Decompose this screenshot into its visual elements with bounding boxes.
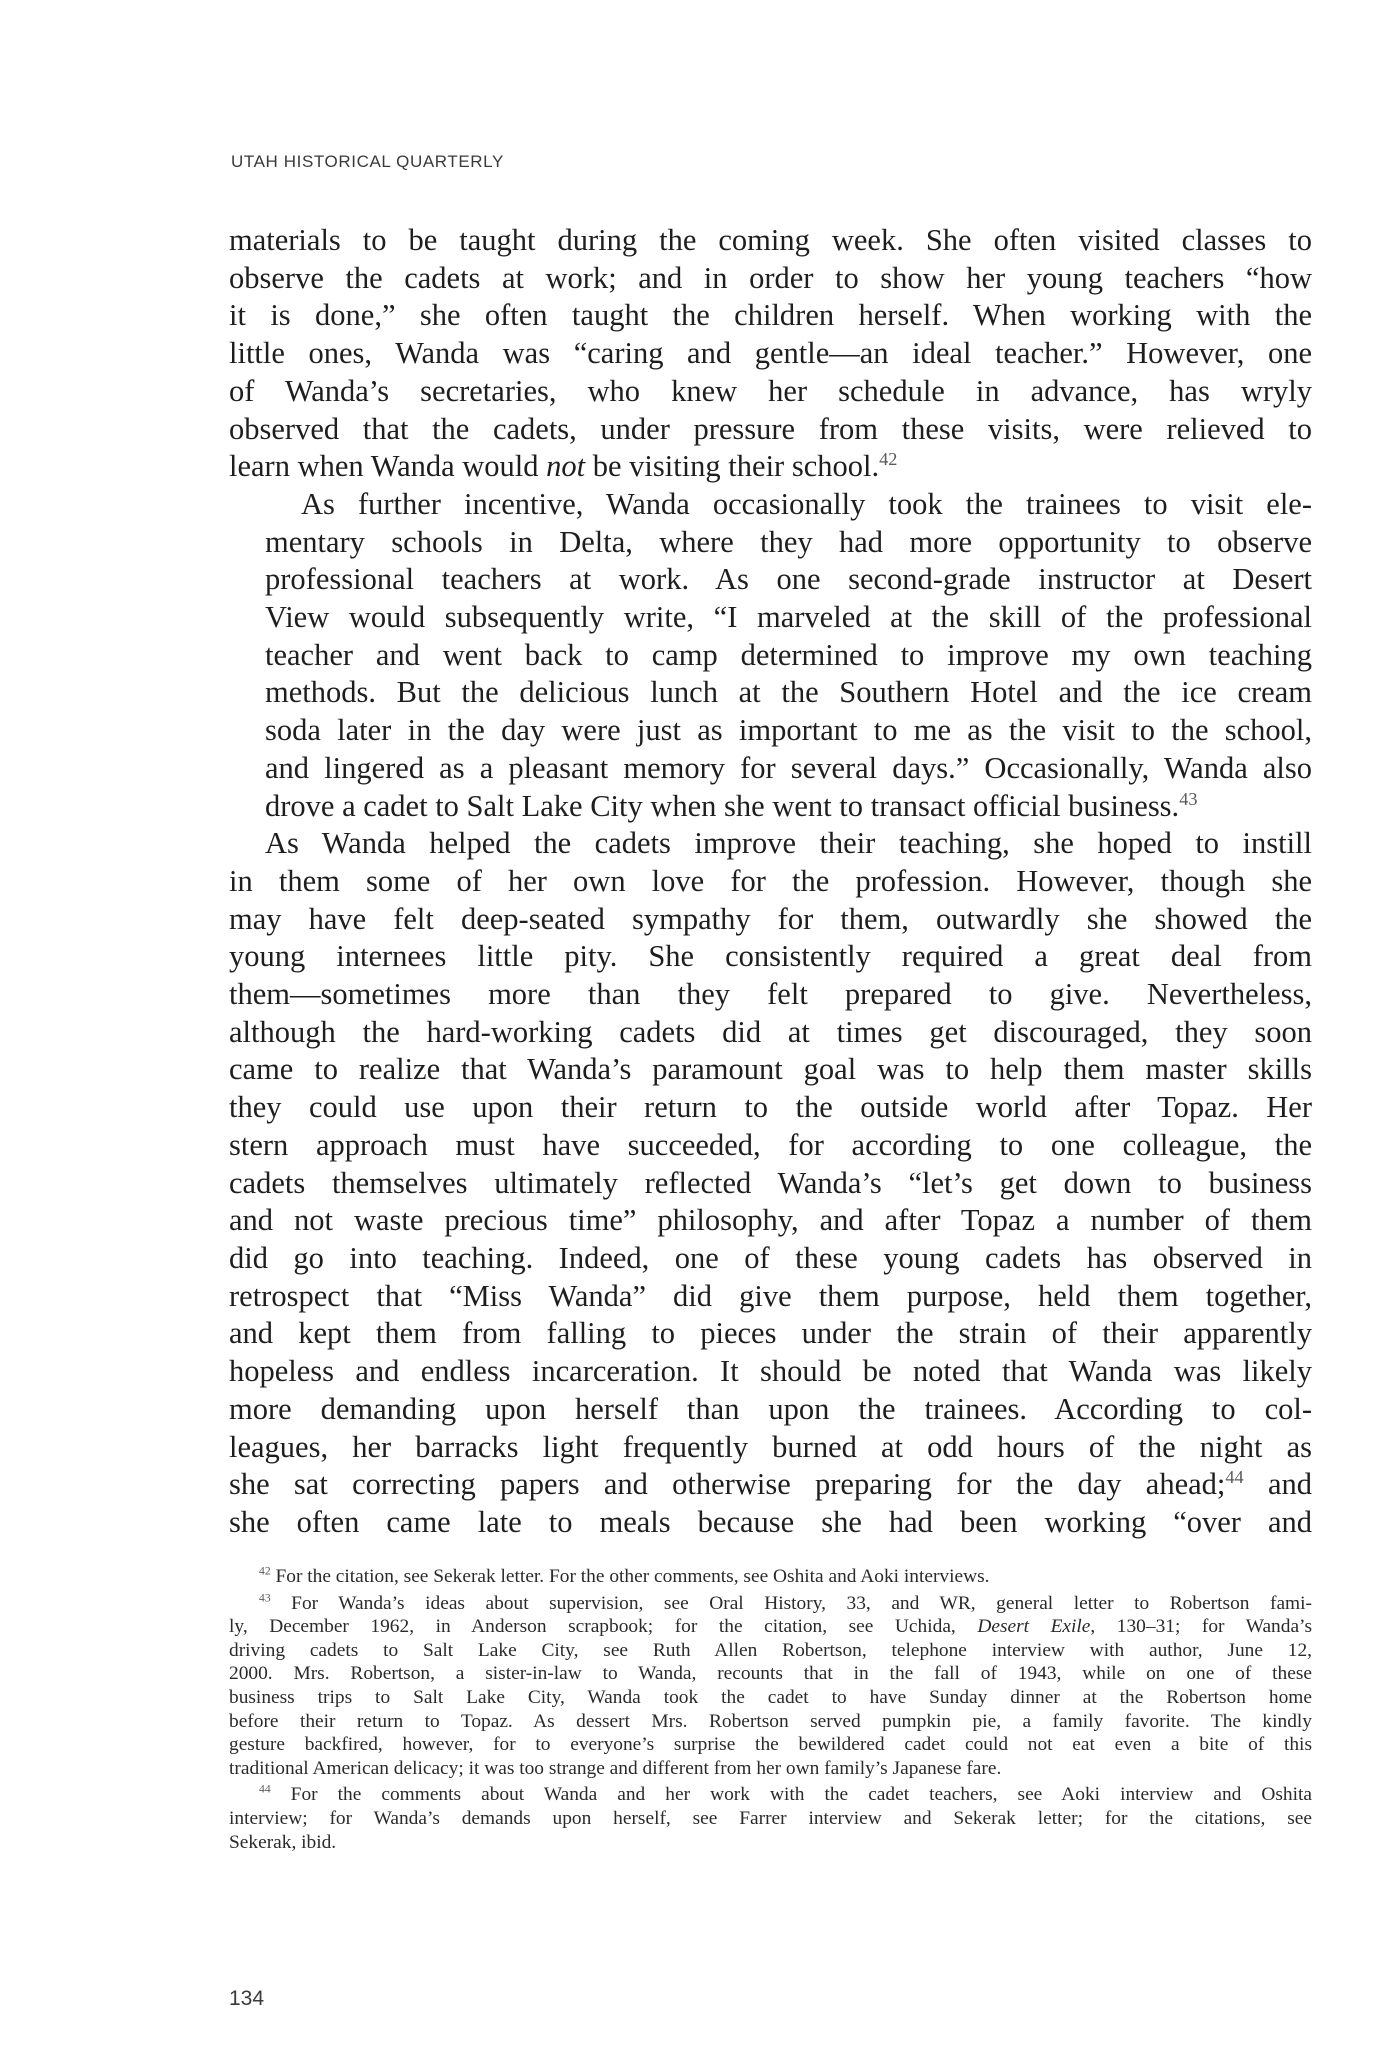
text-line: hopeless and endless incarceration. It should be noted that Wanda was likely <box>229 1354 1312 1389</box>
text-line: them—sometimes more than they felt prepared to give. Nevertheless, <box>229 977 1312 1012</box>
footnote-mark: 44 <box>259 1782 271 1796</box>
text-run: drove a cadet to Salt Lake City when she went to transact official business. <box>265 788 1180 823</box>
text-run: learn when Wanda would <box>229 449 547 484</box>
footnote-ref-44[interactable]: 44 <box>1225 1467 1244 1488</box>
text-run: she sat correcting papers and otherwise preparing for the day ahead; <box>229 1467 1226 1502</box>
text-line: View would subsequently write, “I marveled at the skill of the professional <box>265 600 1312 635</box>
text-line <box>229 788 1312 826</box>
text-run: For the citation, see Sekerak letter. For the other comments, see Oshita and Aoki interviews. <box>270 1566 990 1587</box>
footnote-ref-43[interactable]: 43 <box>1179 788 1198 809</box>
text-run: , 130–31; for Wanda’s <box>1090 1616 1312 1638</box>
text-line: observed that the cadets, under pressure from these visits, were relieved to <box>229 411 1312 446</box>
footnote-line <box>229 1783 1312 1807</box>
footnote-line: interview; for Wanda’s demands upon herself, see Farrer interview and Sekerak letter; for the citations, see <box>229 1807 1312 1829</box>
text-line: they could use upon their return to the outside world after Topaz. Her <box>229 1090 1312 1125</box>
text-line <box>229 1466 1312 1504</box>
text-line: and kept them from falling to pieces under the strain of their apparently <box>229 1316 1312 1351</box>
text-line: observe the cadets at work; and in order to show her young teachers “how <box>229 260 1312 295</box>
text-line: may have felt deep-seated sympathy for them, outwardly she showed the <box>229 901 1312 936</box>
paragraph-3 <box>229 825 1312 1541</box>
text-run: For the comments about Wanda and her work with the cadet teachers, see Aoki interview and Oshita <box>270 1784 1312 1806</box>
text-line: materials to be taught during the coming week. She often visited classes to <box>229 223 1312 257</box>
text-line: although the hard-working cadets did at times get discouraged, they soon <box>229 1014 1312 1049</box>
text-run: ly, December 1962, in Anderson scrapbook; for the citation, see Uchida, <box>229 1616 978 1638</box>
footnote-line: gesture backfired, however, for to everyone’s surprise the bewildered cadet could not eat even a bite of this <box>229 1734 1312 1756</box>
text-line: and not waste precious time” philosophy, and after Topaz a number of them <box>229 1203 1312 1238</box>
running-head: UTAH HISTORICAL QUARTERLY <box>231 152 504 171</box>
text-line: As Wanda helped the cadets improve their teaching, she hoped to instill <box>265 826 1312 861</box>
footnote-line: business trips to Salt Lake City, Wanda took the cadet to have Sunday dinner at the Robertson home <box>229 1686 1312 1708</box>
paragraph-2 <box>229 486 1312 825</box>
footnote-43 <box>229 1592 1312 1781</box>
text-line: young internees little pity. She consistently required a great deal from <box>229 939 1312 974</box>
footnote-line <box>229 1592 1312 1616</box>
text-line: it is done,” she often taught the children herself. When working with the <box>229 298 1312 333</box>
text-line: leagues, her barracks light frequently burned at odd hours of the night as <box>229 1429 1312 1464</box>
text-line: she often came late to meals because she had been working “over and <box>229 1504 1312 1539</box>
body-text <box>229 222 1312 1542</box>
footnote-line: before their return to Topaz. As dessert Mrs. Robertson served pumpkin pie, a family favorite. The kindly <box>229 1710 1312 1732</box>
page-number: 134 <box>229 1987 265 2010</box>
text-line: in them some of her own love for the profession. However, though she <box>229 863 1312 898</box>
text-line <box>229 448 1312 486</box>
text-line: little ones, Wanda was “caring and gentle—an ideal teacher.” However, one <box>229 336 1312 371</box>
text-run: and <box>1243 1467 1312 1502</box>
text-line: mentary schools in Delta, where they had more opportunity to observe <box>265 524 1312 559</box>
text-line: of Wanda’s secretaries, who knew her schedule in advance, has wryly <box>229 373 1312 408</box>
paragraph-1 <box>229 222 1312 486</box>
footnote-line <box>229 1565 1312 1589</box>
text-line: came to realize that Wanda’s paramount goal was to help them master skills <box>229 1052 1312 1087</box>
text-line: methods. But the delicious lunch at the Southern Hotel and the ice cream <box>265 675 1312 710</box>
footnotes <box>229 1565 1312 1854</box>
footnote-line: Sekerak, ibid. <box>229 1831 337 1853</box>
footnote-mark: 42 <box>259 1564 271 1578</box>
text-line: As further incentive, Wanda occasionally took the trainees to visit ele- <box>301 486 1312 521</box>
footnote-line <box>229 1615 1312 1639</box>
book-title: Desert Exile <box>977 1616 1091 1638</box>
footnote-line: driving cadets to Salt Lake City, see Ruth Allen Robertson, telephone interview with author, June 12, <box>229 1639 1312 1661</box>
text-line: cadets themselves ultimately reflected Wanda’s “let’s get down to business <box>229 1165 1312 1200</box>
text-line: stern approach must have succeeded, for according to one colleague, the <box>229 1127 1312 1162</box>
footnote-ref-42[interactable]: 42 <box>879 449 898 470</box>
text-run: be visiting their school. <box>585 449 880 484</box>
text-line: and lingered as a pleasant memory for several days.” Occasionally, Wanda also <box>265 750 1312 785</box>
text-line: retrospect that “Miss Wanda” did give them purpose, held them together, <box>229 1278 1312 1313</box>
text-run: For Wanda’s ideas about supervision, see Oral History, 33, and WR, general letter to Robertson fami- <box>270 1592 1312 1614</box>
footnote-42 <box>229 1565 1312 1589</box>
text-line: more demanding upon herself than upon the trainees. According to col- <box>229 1391 1312 1426</box>
text-line: soda later in the day were just as important to me as the visit to the school, <box>265 713 1312 748</box>
emphasis: not <box>546 449 586 484</box>
footnote-line: traditional American delicacy; it was too strange and different from her own family’s Japanese fare. <box>229 1757 1002 1779</box>
text-line: teacher and went back to camp determined to improve my own teaching <box>265 637 1312 672</box>
text-line: did go into teaching. Indeed, one of these young cadets has observed in <box>229 1240 1312 1275</box>
footnote-44 <box>229 1783 1312 1854</box>
footnote-line: 2000. Mrs. Robertson, a sister-in-law to Wanda, recounts that in the fall of 1943, while on one of these <box>229 1663 1312 1685</box>
text-line: professional teachers at work. As one second-grade instructor at Desert <box>265 562 1312 597</box>
footnote-mark: 43 <box>259 1591 271 1605</box>
